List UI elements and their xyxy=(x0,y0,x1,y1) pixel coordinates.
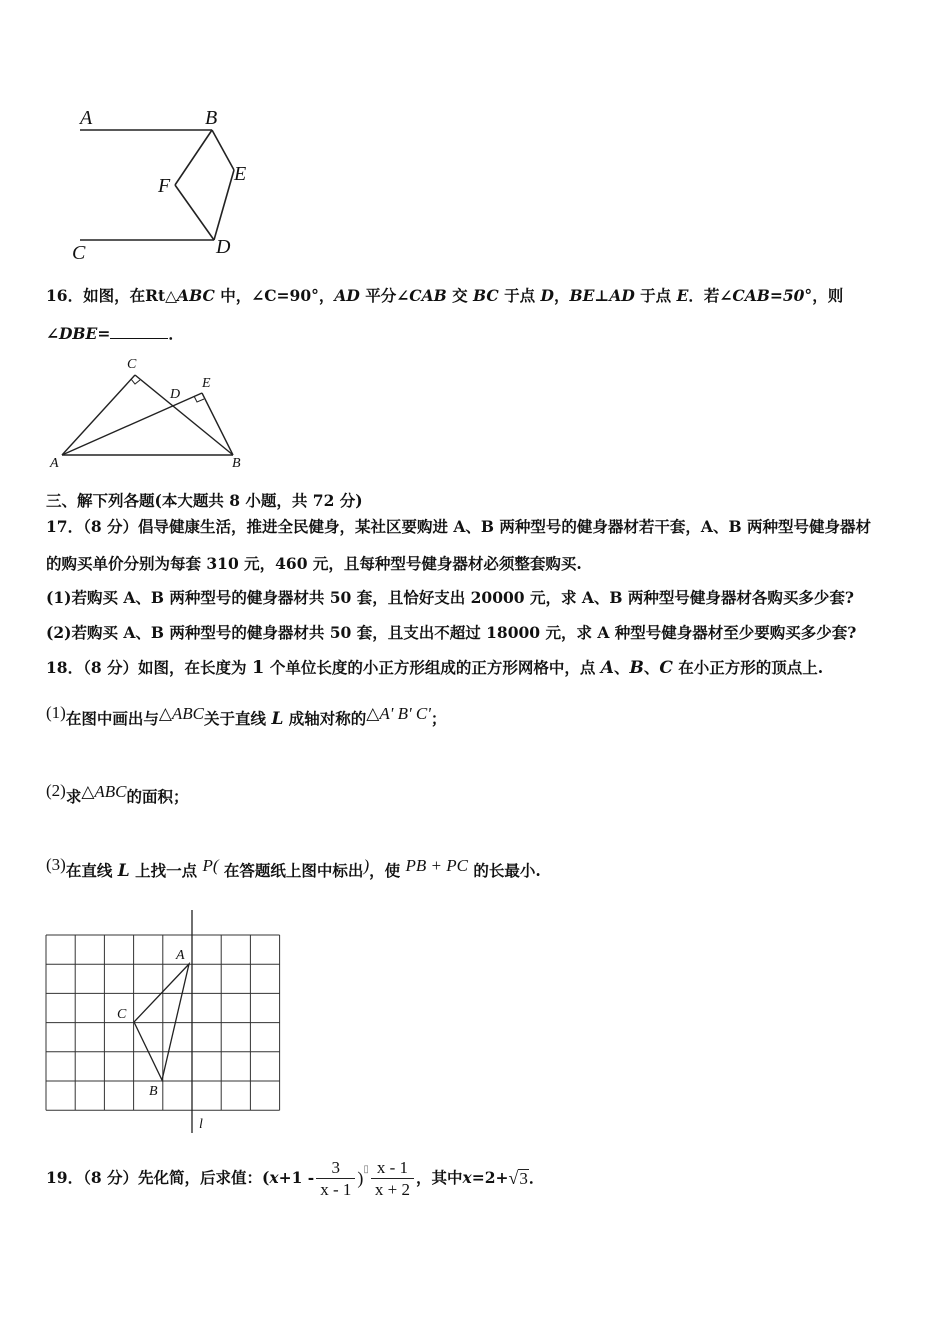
triangle-abc xyxy=(134,964,189,1080)
q19-text: =2+ xyxy=(471,1168,509,1188)
q16-text: 于点 xyxy=(634,286,677,305)
q19-variable-x: x xyxy=(269,1168,279,1188)
q17-line1: 17．（8 分）倡导健康生活，推进全民健身，某社区要购进 A、B 两种型号的健身器材若干套，A、B 两种型号健身器材 xyxy=(46,517,871,536)
q18-text: ，使 xyxy=(369,861,406,880)
q18-text: 、 xyxy=(643,658,660,677)
q18-expression: PB + PC xyxy=(405,856,468,875)
q18-line-l: L xyxy=(117,861,130,881)
q16-text: ，则 xyxy=(812,286,844,305)
q16-perp: ⊥ xyxy=(594,286,610,305)
q18-text: 、 xyxy=(613,658,630,677)
q16-text: ． xyxy=(168,324,184,343)
label-c: C xyxy=(127,357,137,372)
q16-bc: BC xyxy=(473,286,499,305)
q16-text: 于点 xyxy=(498,286,541,305)
q17-line2: 的购买单价分别为每套 310 元，460 元，且每种型号健身器材必须整套购买. xyxy=(46,554,582,573)
q16-text: ．若 xyxy=(688,286,720,305)
q18-text: 的面积； xyxy=(126,787,189,806)
q18-text: 求 xyxy=(65,787,82,806)
label-d: D xyxy=(216,236,231,258)
label-a: A xyxy=(80,107,93,129)
q16-ad: AD xyxy=(334,286,360,305)
q16-e: E xyxy=(676,286,689,305)
q16-d: D xyxy=(540,286,554,305)
q16-ad: AD xyxy=(609,286,635,305)
q16-text: 交 xyxy=(446,286,473,305)
label-c: C xyxy=(117,1007,127,1022)
label-b: B xyxy=(232,456,241,471)
sqrt-icon: √ xyxy=(508,1168,519,1188)
label-b: B xyxy=(205,107,218,129)
label-a: A xyxy=(50,456,59,471)
fraction-numerator: x - 1 xyxy=(371,1159,414,1179)
q18-point-a: A xyxy=(600,658,614,678)
q18-point-c: C xyxy=(659,658,673,678)
label-e: E xyxy=(234,163,247,185)
label-line-l: l xyxy=(199,1117,203,1132)
q16-text: 中， xyxy=(214,286,252,305)
q18-text: 成轴对称的 xyxy=(283,709,367,728)
label-a: A xyxy=(176,948,185,963)
q16-abc: ABC xyxy=(177,286,215,305)
q18-point-b: B xyxy=(629,658,644,678)
fraction-3-over-x-minus-1 xyxy=(316,1159,355,1198)
division-placeholder-icon: ▯ xyxy=(363,1164,369,1175)
q18-text: 的长最小. xyxy=(467,861,541,880)
q16-be: BE xyxy=(569,286,595,305)
q18-text: 在答题纸上图中标出 xyxy=(218,861,364,880)
sqrt-value: 3 xyxy=(519,1169,528,1188)
q18-point-p: P( xyxy=(202,856,219,875)
q17-sub1: (1)若购买 A、B 两种型号的健身器材共 50 套，且恰好支出 20000 元，求 A、B 两种型号健身器材各购买多少套? xyxy=(46,588,854,607)
q18-text: ； xyxy=(430,709,447,728)
q18-text: 关于直线 xyxy=(204,709,272,728)
label-c: C xyxy=(72,242,86,264)
q18-triangle-abc-prime: △A' B' C' xyxy=(366,704,431,723)
q18-sub1-number: (1) xyxy=(46,703,66,722)
label-b: B xyxy=(149,1084,158,1099)
q16-text: ， xyxy=(318,286,335,305)
q18-sub3-number: (3) xyxy=(46,855,66,874)
fraction-denominator: x + 2 xyxy=(374,1179,410,1199)
q18-text: 个单位长度的小正方形组成的正方形网格中，点 xyxy=(264,658,601,677)
q16-rt: Rt△ xyxy=(145,286,178,305)
fraction-denominator: x - 1 xyxy=(320,1179,352,1199)
q18-line-l: L xyxy=(271,709,284,729)
q16-dbe: ∠DBE= xyxy=(46,324,111,343)
q18-text: 上找一点 xyxy=(129,861,203,880)
section-heading: 三、解下列各题(本大题共 8 小题，共 72 分) xyxy=(46,491,363,510)
q19-line xyxy=(46,1148,544,1208)
fraction-numerator: 3 xyxy=(316,1159,355,1179)
q18-one: 1 xyxy=(251,657,265,678)
q16-cab-value: ∠CAB=50° xyxy=(719,286,813,305)
q16-text: 16．如图，在 xyxy=(46,286,146,305)
q16-cab: ∠CAB xyxy=(396,286,447,305)
q16-text: ， xyxy=(553,286,570,305)
q19-text: 19．（8 分）先化简，后求值：( xyxy=(46,1168,270,1188)
label-d: D xyxy=(170,387,181,402)
q18-text: 18．（8 分）如图，在长度为 xyxy=(46,658,252,677)
q19-variable-x: x xyxy=(462,1168,472,1188)
q19-text: ． xyxy=(528,1168,545,1188)
fraction-x-minus-1-over-x-plus-2 xyxy=(371,1159,414,1198)
label-e: E xyxy=(202,376,211,391)
q19-text: ，其中 xyxy=(415,1168,463,1188)
q18-text: 在图中画出与 xyxy=(65,709,159,728)
q18-sub2-number: (2) xyxy=(46,781,66,800)
q18-text: 在小正方形的顶点上. xyxy=(672,658,824,677)
q18-triangle-abc: △ABC xyxy=(158,704,205,723)
q18-triangle-abc: △ABC xyxy=(81,782,127,801)
q16-angle-c: ∠C=90° xyxy=(251,286,319,305)
q19-paren: ) xyxy=(357,1168,364,1188)
q17-sub2: (2)若购买 A、B 两种型号的健身器材共 50 套，且支出不超过 18000 元，求 A 种型号健身器材至少要购买多少套? xyxy=(46,623,857,642)
q16-text: 平分 xyxy=(359,286,397,305)
label-f: F xyxy=(158,175,171,197)
q19-text: +1 - xyxy=(278,1168,315,1188)
q18-text: 在直线 xyxy=(65,861,118,880)
q18-text: ) xyxy=(363,856,370,875)
